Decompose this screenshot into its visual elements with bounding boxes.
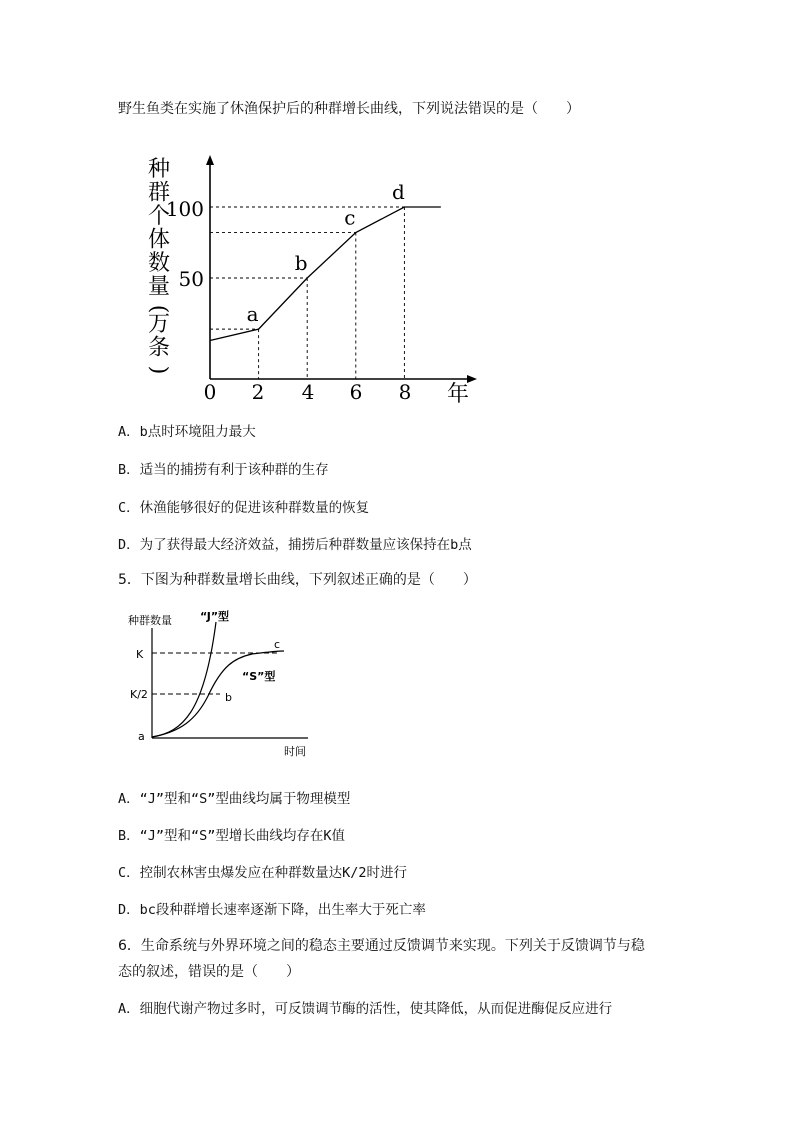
q4-ytick-100: 100 [165,197,204,221]
q5-label-b: b [225,691,232,704]
q5-figure [122,604,322,764]
q4-y-arrow [206,155,214,165]
q4-xtick-6: 6 [349,380,363,404]
q5-xlabel: 时间 [284,745,306,758]
q4-xtick-2: 2 [251,380,265,404]
q4-figure [140,150,480,407]
q4-ylabel-char: 数 [147,251,171,276]
q4-ylabel-char: 群 [147,180,171,206]
q4-ylabel-char: 万 [147,312,171,337]
q6-stem-line1: 6．生命系统与外界环境之间的稳态主要通过反馈调节来实现。下列关于反馈调节与稳 [118,938,645,954]
q4-point-a: a [246,302,259,327]
q4-option-d: D．为了获得最大经济效益，捕捞后种群数量应该保持在b点 [118,537,472,553]
q4-x-unit: 年 [446,381,470,407]
q6-stem-line2: 态的叙述，错误的是（ ） [118,964,300,980]
q5-label-k2: K/2 [130,688,148,701]
q4-curve [210,207,441,340]
q5-label-a: a [138,730,145,743]
q4-ylabel-char: 种 [147,157,171,182]
q4-point-labels [247,180,405,326]
q4-option-c: C．休渔能够很好的促进该种群数量的恢复 [118,500,370,516]
q4-ytick-50: 50 [178,267,204,291]
q4-xtick-0: 0 [203,380,217,404]
q5-j-curve [152,622,216,737]
q4-point-d: d [391,180,405,204]
q5-label-s: “S”型 [242,670,276,683]
q5-ylabel: 种群数量 [128,614,172,627]
q5-option-d: D．bc段种群增长速率逐渐下降，出生率大于死亡率 [118,902,426,918]
q4-ylabel-char: 个 [147,204,171,229]
q4-ylabel-char: 量 [147,274,171,300]
q5-option-a: A．“J”型和“S”型曲线均属于物理模型 [118,791,351,807]
q4-point-b: b [294,251,308,275]
q4-stem: 野生鱼类在实施了休渔保护后的种群增长曲线，下列说法错误的是（ ） [118,101,580,117]
q4-ylabel-char: 条 [147,335,171,361]
q5-option-b: B．“J”型和“S”型增长曲线均存在K值 [118,828,346,844]
q5-option-c: C．控制农林害虫爆发应在种群数量达K/2时进行 [118,865,408,881]
q4-xtick-8: 8 [398,380,412,404]
q5-label-j: “J”型 [200,610,230,623]
q5-stem: 5．下图为种群数量增长曲线，下列叙述正确的是（ ） [118,572,477,588]
q4-option-a: A．b点时环境阻力最大 [118,424,256,440]
q4-ylabel-char: ( [146,304,171,314]
q4-ylabel [146,157,171,374]
q4-guides [210,207,404,379]
q4-ylabel-char: 体 [147,227,171,253]
q4-ylabel-char: ) [146,365,171,375]
q5-label-c: c [274,638,281,651]
q4-xtick-4: 4 [301,380,315,404]
q6-option-a: A．细胞代谢产物过多时，可反馈调节酶的活性，使其降低，从而促进酶促反应进行 [118,1001,613,1017]
q4-option-b: B．适当的捕捞有利于该种群的生存 [118,462,329,478]
q5-label-k: K [136,648,144,661]
q4-point-c: c [344,205,356,230]
